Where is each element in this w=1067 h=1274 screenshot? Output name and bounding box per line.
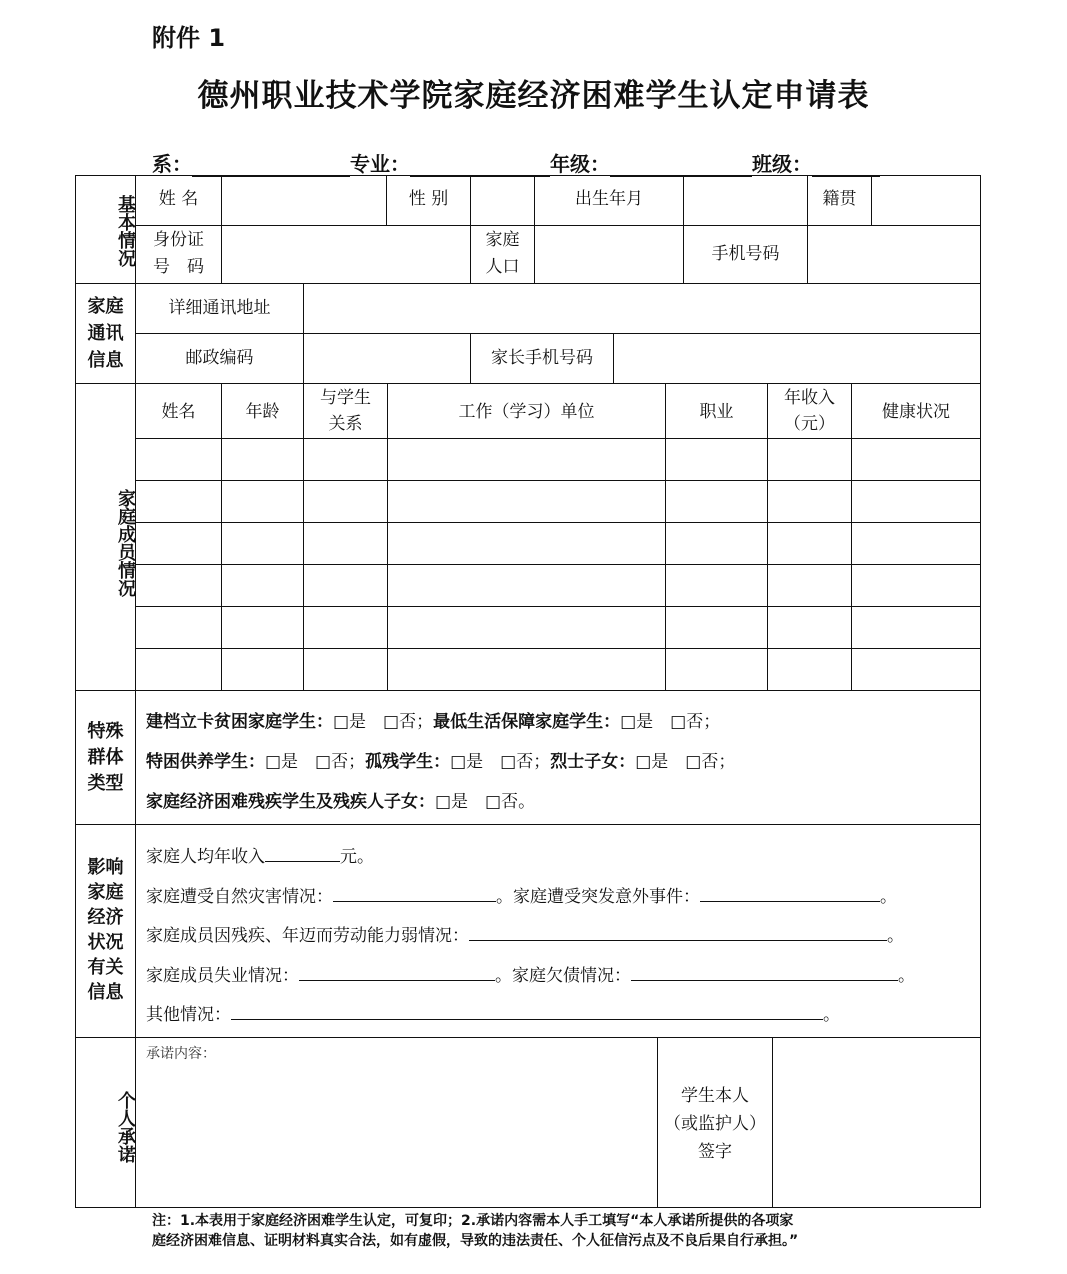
name-label: 姓 名 [158,189,199,209]
disabled-input[interactable] [469,922,887,941]
table-row[interactable] [136,439,980,480]
family-size-input[interactable] [535,226,683,283]
poverty-file-label: 建档立卡贫困家庭学生： [146,712,333,732]
special-line-2 [146,747,735,772]
special-line-1 [146,707,720,732]
gender-label: 性 别 [408,189,449,209]
debt-label: 。家庭欠债情况： [495,966,631,986]
id-label [136,227,221,281]
birth-label: 出生年月 [575,189,643,209]
other-end: 。 [823,1005,840,1025]
disaster-input[interactable] [333,883,496,902]
id-label-line2: 号 码 [153,257,204,277]
unemploy-input[interactable] [299,962,495,981]
section-special-text: 特殊群体类型 [87,721,124,794]
grade-input[interactable] [610,154,752,177]
unemploy-label: 家庭成员失业情况： [146,966,299,986]
signature-line1: 学生本人 [681,1086,749,1106]
orphan-disabled-label: 孤残学生： [365,752,451,772]
native-input[interactable] [872,176,980,225]
section-economy-text: 影响家庭经济状况有关信息 [87,857,124,1003]
major-input[interactable] [410,154,550,177]
members-header-income: 年收入 （元） [784,388,835,434]
other-label: 其他情况： [146,1005,231,1025]
dept-label: 系： [152,152,192,176]
table-row[interactable] [136,481,980,522]
income-unit: 元。 [340,847,374,867]
gender-input[interactable] [471,176,534,225]
section-economy [75,855,136,1005]
section-contact-info [75,293,136,374]
address-label: 详细通讯地址 [168,298,271,318]
postcode-input[interactable] [304,334,470,383]
poverty-file-checkbox[interactable]: □是 □否； [333,712,434,732]
members-header-health: 健康状况 [882,402,950,422]
income-line [146,842,374,867]
disabled-student-label: 家庭经济困难残疾学生及残疾人子女： [146,792,435,812]
min-living-label: 最低生活保障家庭学生： [433,712,621,732]
extreme-poverty-checkbox[interactable]: □是 □否； [265,752,366,772]
martyr-child-label: 烈士子女： [550,752,636,772]
income-input[interactable] [265,843,340,862]
members-header-occupation: 职业 [699,402,734,422]
attachment-label: 附件 1 [152,24,226,52]
dept-input[interactable] [192,154,350,177]
table-row[interactable] [136,649,980,690]
phone-input[interactable] [808,226,980,283]
signature-label [658,1082,772,1166]
page-title: 德州职业技术学院家庭经济困难学生认定申请表 [197,78,870,114]
footnote-line1: 注：1.本表用于家庭经济困难学生认定，可复印；2.承诺内容需本人手工填写“本人承诺所提供的各项家 [152,1213,794,1229]
table-row[interactable] [136,523,980,564]
name-input[interactable] [222,176,386,225]
parent-phone-input[interactable] [614,334,980,383]
signature-line3: 签字 [698,1142,732,1162]
pledge-content-label: 承诺内容： [146,1046,216,1062]
native-label: 籍贯 [822,189,857,209]
section-pledge: 个人承诺 [115,1091,136,1163]
accident-end: 。 [880,887,897,907]
disabled-student-checkbox[interactable]: □是 □否。 [435,792,536,812]
class-input[interactable] [812,154,880,177]
debt-input[interactable] [631,962,898,981]
income-label: 家庭人均年收入 [146,847,265,867]
family-size-label [471,227,534,281]
grade-label: 年级： [550,152,610,176]
accident-label: 。家庭遭受突发意外事件： [496,887,700,907]
parent-phone-label: 家长手机号码 [491,348,593,368]
members-header-workplace: 工作（学习）单位 [458,402,595,422]
disabled-label: 家庭成员因残疾、年迈而劳动能力弱情况： [146,926,469,946]
family-size-line2: 人口 [485,257,520,277]
disaster-line [146,882,897,907]
id-label-line1: 身份证 [153,230,204,250]
section-family-members: 家庭成员情况 [115,489,136,597]
major-label: 专业： [350,152,410,176]
disabled-line [146,921,904,946]
unemploy-line [146,961,915,986]
members-header-age: 年龄 [245,402,280,422]
phone-label: 手机号码 [711,244,780,264]
disabled-end: 。 [887,926,904,946]
class-label: 班级： [752,152,812,176]
signature-area[interactable] [773,1038,980,1207]
footnote-line2: 庭经济困难信息、证明材料真实合法，如有虚假，导致的违法责任、个人征信污点及不良后果自行承担。” [152,1233,799,1249]
martyr-child-checkbox[interactable]: □是 □否； [635,752,736,772]
min-living-checkbox[interactable]: □是 □否； [620,712,721,732]
pledge-content-area[interactable] [136,1066,657,1206]
other-line [146,1000,840,1025]
extreme-poverty-label: 特困供养学生： [146,752,265,772]
accident-input[interactable] [700,883,880,902]
postcode-label: 邮政编码 [185,348,254,368]
birth-input[interactable] [684,176,807,225]
header-fields [152,148,880,176]
signature-line2: （或监护人） [664,1114,766,1134]
orphan-disabled-checkbox[interactable]: □是 □否； [450,752,551,772]
id-input[interactable] [222,226,470,283]
section-special-group [75,719,136,797]
table-row[interactable] [136,565,980,606]
debt-end: 。 [898,966,915,986]
section-basic-info: 基本情况 [115,195,136,267]
table-row[interactable] [136,607,980,648]
members-header-name: 姓名 [161,402,196,422]
section-contact-text: 家庭通讯信息 [87,296,124,371]
members-header-relation: 与学生 关系 [320,388,371,434]
address-input[interactable] [304,284,980,333]
footnote [152,1211,922,1251]
special-line-3 [146,787,535,812]
family-size-line1: 家庭 [485,230,520,250]
other-input[interactable] [231,1001,823,1020]
disaster-label: 家庭遭受自然灾害情况： [146,887,333,907]
